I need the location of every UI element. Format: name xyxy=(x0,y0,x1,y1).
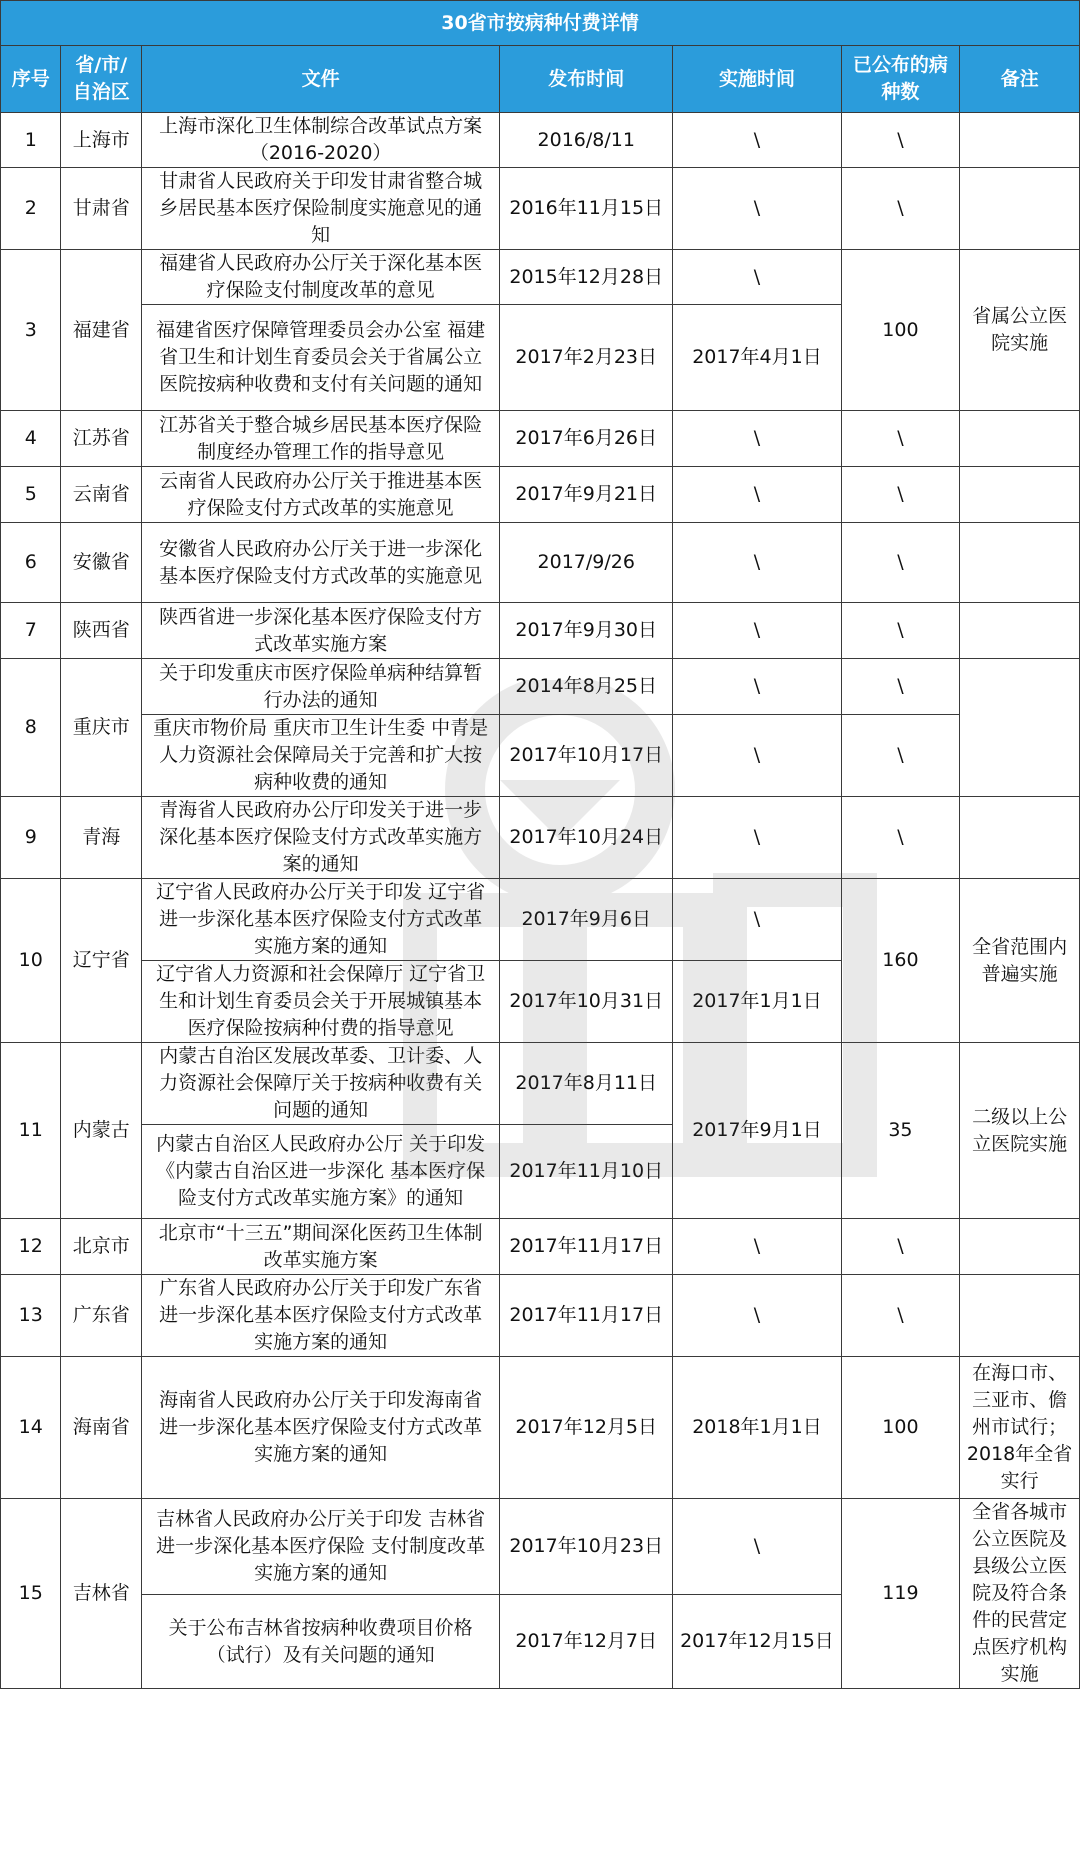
row-document: 甘肃省人民政府关于印发甘肃省整合城乡居民基本医疗保险制度实施意见的通知 xyxy=(142,168,500,250)
row-remarks xyxy=(960,168,1080,250)
row-province: 上海市 xyxy=(61,113,142,168)
header-implement-date: 实施时间 xyxy=(673,46,841,113)
row-publish-date: 2017年12月5日 xyxy=(500,1357,673,1499)
row-province: 陕西省 xyxy=(61,603,142,659)
row-document: 内蒙古自治区发展改革委、卫计委、人力资源社会保障厅关于按病种收费有关问题的通知 xyxy=(142,1043,500,1125)
row-remarks: 省属公立医院实施 xyxy=(960,250,1080,411)
row-province: 江苏省 xyxy=(61,411,142,467)
row-implement-date: \ xyxy=(673,113,841,168)
row-document: 内蒙古自治区人民政府办公厅 关于印发《内蒙古自治区进一步深化 基本医疗保险支付方式改革实施方案》的通知 xyxy=(142,1125,500,1219)
row-disease-count: \ xyxy=(841,603,960,659)
table-row xyxy=(1,797,1080,879)
row-province: 辽宁省 xyxy=(61,879,142,1043)
table-row xyxy=(1,879,1080,961)
row-document: 海南省人民政府办公厅关于印发海南省进一步深化基本医疗保险支付方式改革实施方案的通知 xyxy=(142,1357,500,1499)
row-no: 13 xyxy=(1,1275,61,1357)
row-implement-date: \ xyxy=(673,250,841,305)
row-publish-date: 2017年9月30日 xyxy=(500,603,673,659)
row-remarks xyxy=(960,523,1080,603)
row-implement-date: \ xyxy=(673,523,841,603)
row-document: 关于印发重庆市医疗保险单病种结算暂行办法的通知 xyxy=(142,659,500,715)
row-disease-count: \ xyxy=(841,715,960,797)
row-province: 广东省 xyxy=(61,1275,142,1357)
row-no: 15 xyxy=(1,1499,61,1689)
row-remarks xyxy=(960,797,1080,879)
row-remarks xyxy=(960,603,1080,659)
row-disease-count: \ xyxy=(841,1275,960,1357)
row-province: 内蒙古 xyxy=(61,1043,142,1219)
row-document: 广东省人民政府办公厅关于印发广东省进一步深化基本医疗保险支付方式改革实施方案的通知 xyxy=(142,1275,500,1357)
row-document: 安徽省人民政府办公厅关于进一步深化基本医疗保险支付方式改革的实施意见 xyxy=(142,523,500,603)
row-implement-date: \ xyxy=(673,879,841,961)
row-document: 吉林省人民政府办公厅关于印发 吉林省进一步深化基本医疗保险 支付制度改革实施方案的通知 xyxy=(142,1499,500,1595)
row-publish-date: 2017年10月24日 xyxy=(500,797,673,879)
table-row xyxy=(1,523,1080,603)
row-remarks xyxy=(960,1275,1080,1357)
row-publish-date: 2017年11月17日 xyxy=(500,1275,673,1357)
row-disease-count: 160 xyxy=(841,879,960,1043)
row-province: 青海 xyxy=(61,797,142,879)
row-publish-date: 2017年10月17日 xyxy=(500,715,673,797)
row-disease-count: 100 xyxy=(841,250,960,411)
row-implement-date: 2017年9月1日 xyxy=(673,1043,841,1219)
row-document: 青海省人民政府办公厅印发关于进一步深化基本医疗保险支付方式改革实施方案的通知 xyxy=(142,797,500,879)
row-remarks: 二级以上公立医院实施 xyxy=(960,1043,1080,1219)
row-publish-date: 2017年2月23日 xyxy=(500,305,673,411)
row-implement-date: \ xyxy=(673,659,841,715)
row-document: 云南省人民政府办公厅关于推进基本医疗保险支付方式改革的实施意见 xyxy=(142,467,500,523)
header-publish-date: 发布时间 xyxy=(500,46,673,113)
table-row xyxy=(1,411,1080,467)
table-row xyxy=(1,113,1080,168)
row-no: 9 xyxy=(1,797,61,879)
row-province: 甘肃省 xyxy=(61,168,142,250)
row-implement-date: \ xyxy=(673,1499,841,1595)
row-no: 10 xyxy=(1,879,61,1043)
row-implement-date: \ xyxy=(673,715,841,797)
row-document: 上海市深化卫生体制综合改革试点方案（2016-2020） xyxy=(142,113,500,168)
row-implement-date: \ xyxy=(673,411,841,467)
table-row xyxy=(1,1499,1080,1595)
row-document: 辽宁省人民政府办公厅关于印发 辽宁省进一步深化基本医疗保险支付方式改革实施方案的通知 xyxy=(142,879,500,961)
table-row xyxy=(1,467,1080,523)
row-disease-count: 100 xyxy=(841,1357,960,1499)
row-document: 辽宁省人力资源和社会保障厅 辽宁省卫生和计划生育委员会关于开展城镇基本医疗保险按病种付费的指导意见 xyxy=(142,961,500,1043)
row-remarks xyxy=(960,1219,1080,1275)
table-title: 30省市按病种付费详情 xyxy=(1,1,1080,46)
row-remarks: 全省范围内普遍实施 xyxy=(960,879,1080,1043)
header-province: 省/市/自治区 xyxy=(61,46,142,113)
row-remarks: 在海口市、三亚市、儋州市试行；2018年全省实行 xyxy=(960,1357,1080,1499)
row-province: 重庆市 xyxy=(61,659,142,797)
row-province: 安徽省 xyxy=(61,523,142,603)
row-disease-count: 35 xyxy=(841,1043,960,1219)
table-row xyxy=(1,168,1080,250)
row-publish-date: 2017年9月6日 xyxy=(500,879,673,961)
row-publish-date: 2014年8月25日 xyxy=(500,659,673,715)
row-disease-count: \ xyxy=(841,168,960,250)
row-disease-count: \ xyxy=(841,523,960,603)
row-implement-date: \ xyxy=(673,1275,841,1357)
row-no: 4 xyxy=(1,411,61,467)
row-implement-date: \ xyxy=(673,467,841,523)
row-no: 8 xyxy=(1,659,61,797)
table-row xyxy=(1,1357,1080,1499)
row-disease-count: \ xyxy=(841,113,960,168)
header-no: 序号 xyxy=(1,46,61,113)
row-remarks xyxy=(960,411,1080,467)
row-publish-date: 2017/9/26 xyxy=(500,523,673,603)
row-publish-date: 2017年9月21日 xyxy=(500,467,673,523)
row-province: 北京市 xyxy=(61,1219,142,1275)
row-document: 关于公布吉林省按病种收费项目价格（试行）及有关问题的通知 xyxy=(142,1595,500,1689)
row-publish-date: 2015年12月28日 xyxy=(500,250,673,305)
table-row xyxy=(1,1043,1080,1125)
row-disease-count: 119 xyxy=(841,1499,960,1689)
row-no: 12 xyxy=(1,1219,61,1275)
row-implement-date: 2018年1月1日 xyxy=(673,1357,841,1499)
row-implement-date: \ xyxy=(673,603,841,659)
row-implement-date: \ xyxy=(673,797,841,879)
row-publish-date: 2016/8/11 xyxy=(500,113,673,168)
table-row xyxy=(1,603,1080,659)
row-remarks xyxy=(960,113,1080,168)
table-row xyxy=(1,1275,1080,1357)
row-province: 海南省 xyxy=(61,1357,142,1499)
row-implement-date: 2017年12月15日 xyxy=(673,1595,841,1689)
row-publish-date: 2017年12月7日 xyxy=(500,1595,673,1689)
row-no: 1 xyxy=(1,113,61,168)
row-disease-count: \ xyxy=(841,659,960,715)
row-province: 吉林省 xyxy=(61,1499,142,1689)
row-document: 江苏省关于整合城乡居民基本医疗保险制度经办管理工作的指导意见 xyxy=(142,411,500,467)
row-publish-date: 2016年11月15日 xyxy=(500,168,673,250)
row-publish-date: 2017年8月11日 xyxy=(500,1043,673,1125)
row-disease-count: \ xyxy=(841,411,960,467)
row-no: 5 xyxy=(1,467,61,523)
row-remarks xyxy=(960,659,1080,797)
row-no: 6 xyxy=(1,523,61,603)
row-document: 陕西省进一步深化基本医疗保险支付方式改革实施方案 xyxy=(142,603,500,659)
header-disease-count: 已公布的病种数 xyxy=(841,46,960,113)
row-province: 云南省 xyxy=(61,467,142,523)
row-document: 福建省人民政府办公厅关于深化基本医疗保险支付制度改革的意见 xyxy=(142,250,500,305)
row-implement-date: \ xyxy=(673,1219,841,1275)
row-province: 福建省 xyxy=(61,250,142,411)
header-document: 文件 xyxy=(142,46,500,113)
row-no: 2 xyxy=(1,168,61,250)
row-publish-date: 2017年11月10日 xyxy=(500,1125,673,1219)
row-implement-date: 2017年4月1日 xyxy=(673,305,841,411)
row-disease-count: \ xyxy=(841,467,960,523)
row-publish-date: 2017年10月23日 xyxy=(500,1499,673,1595)
header-remarks: 备注 xyxy=(960,46,1080,113)
row-publish-date: 2017年11月17日 xyxy=(500,1219,673,1275)
row-document: 北京市“十三五”期间深化医药卫生体制改革实施方案 xyxy=(142,1219,500,1275)
row-disease-count: \ xyxy=(841,1219,960,1275)
row-no: 7 xyxy=(1,603,61,659)
row-implement-date: 2017年1月1日 xyxy=(673,961,841,1043)
row-publish-date: 2017年10月31日 xyxy=(500,961,673,1043)
row-disease-count: \ xyxy=(841,797,960,879)
row-no: 14 xyxy=(1,1357,61,1499)
table-row xyxy=(1,715,1080,797)
table-row xyxy=(1,659,1080,715)
row-no: 11 xyxy=(1,1043,61,1219)
row-publish-date: 2017年6月26日 xyxy=(500,411,673,467)
row-no: 3 xyxy=(1,250,61,411)
row-document: 福建省医疗保障管理委员会办公室 福建省卫生和计划生育委员会关于省属公立医院按病种收费和支付有关问题的通知 xyxy=(142,305,500,411)
row-remarks xyxy=(960,467,1080,523)
table-row xyxy=(1,250,1080,305)
row-document: 重庆市物价局 重庆市卫生计生委 中青是人力资源社会保障局关于完善和扩大按病种收费的通知 xyxy=(142,715,500,797)
row-remarks: 全省各城市公立医院及县级公立医院及符合条件的民营定点医疗机构实施 xyxy=(960,1499,1080,1689)
row-implement-date: \ xyxy=(673,168,841,250)
table-row xyxy=(1,1219,1080,1275)
